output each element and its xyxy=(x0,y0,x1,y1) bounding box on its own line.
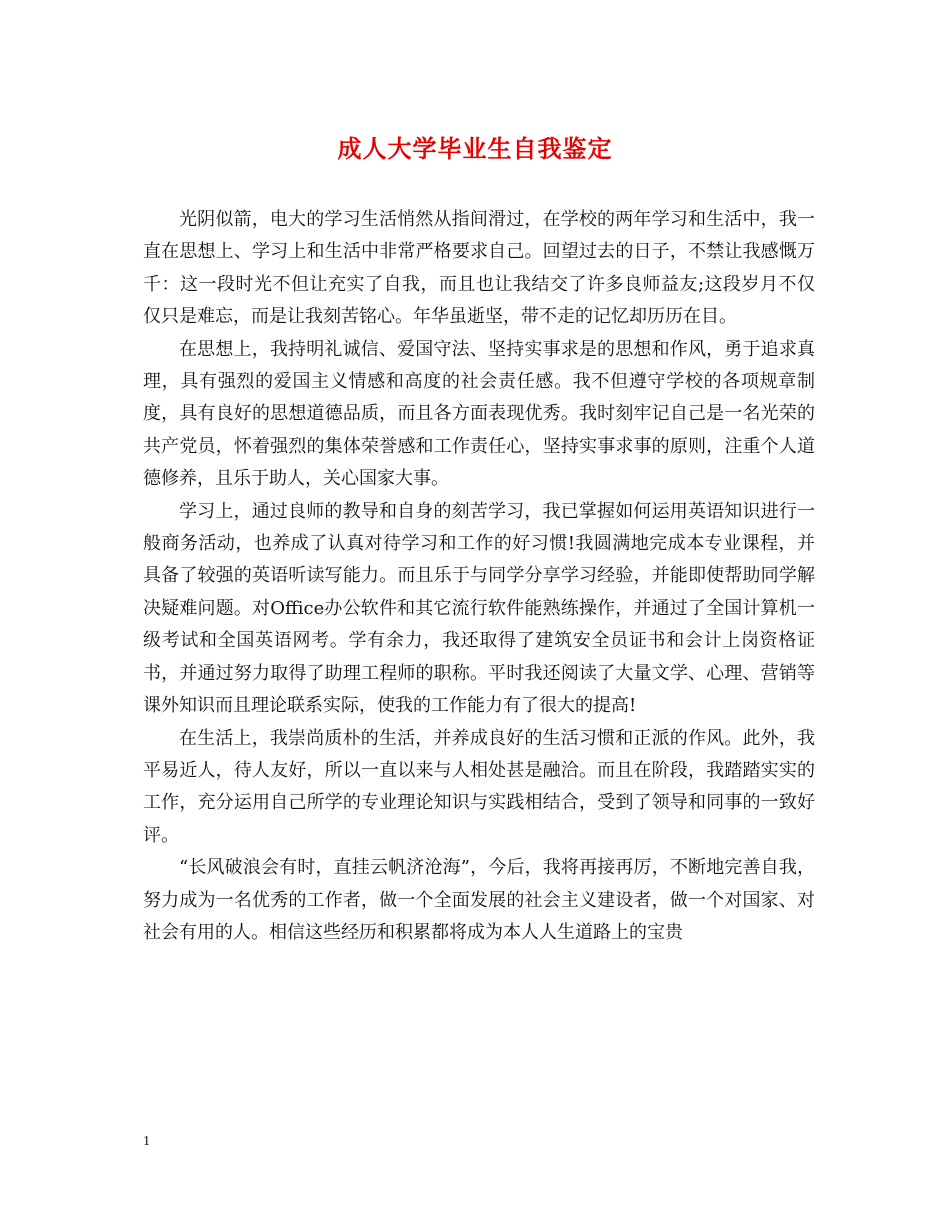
paragraph-study: 学习上，通过良师的教导和自身的刻苦学习，我已掌握如何运用英语知识进行一般商务活动，也养成了认真对待学习和工作的好习惯!我圆满地完成本专业课程，并具备了较强的英语听读写能力。而且乐于与同学分享学习经验，并能即使帮助同学解决疑难问题。对Office办公软件和其它流行软件能熟练操作，并通过了全国计算机一级考试和全国英语网考。学有余力，我还取得了建筑安全员证书和会计上岗资格证书，并通过努力取得了助理工程师的职称。平时我还阅读了大量文学、心理、营销等课外知识而且理论联系实际，使我的工作能力有了很大的提高! xyxy=(143,500,815,717)
paragraph-life: 在生活上，我崇尚质朴的生活，并养成良好的生活习惯和正派的作风。此外，我平易近人，待人友好，所以一直以来与人相处甚是融洽。而且在阶段，我踏踏实实的工作，充分运用自己所学的专业理论知识与实践相结合，受到了领导和同事的一致好评。 xyxy=(143,727,815,846)
paragraph-ideology: 在思想上，我持明礼诚信、爱国守法、坚持实事求是的思想和作风，勇于追求真理，具有强烈的爱国主义情感和高度的社会责任感。我不但遵守学校的各项规章制度，具有良好的思想道德品质，而且各方面表现优秀。我时刻牢记自己是一名光荣的共产党员，怀着强烈的集体荣誉感和工作责任心，坚持实事求事的原则，注重个人道德修养，且乐于助人，关心国家大事。 xyxy=(143,338,815,490)
page-number: 1 xyxy=(143,1134,150,1149)
paragraph-future: “长风破浪会有时，直挂云帆济沧海”，今后，我将再接再厉，不断地完善自我，努力成为一名优秀的工作者，做一个全面发展的社会主义建设者，做一个对国家、对社会有用的人。相信这些经历和积累都将成为本人人生道路上的宝贵 xyxy=(143,857,815,943)
document-body xyxy=(143,204,815,949)
document-title: 成人大学毕业生自我鉴定 xyxy=(337,134,613,163)
paragraph-intro: 光阴似箭，电大的学习生活悄然从指间滑过，在学校的两年学习和生活中，我一直在思想上、学习上和生活中非常严格要求自己。回望过去的日子，不禁让我感慨万千：这一段时光不但让充实了自我，而且也让我结交了许多良师益友;这段岁月不仅仅只是难忘，而是让我刻苦铭心。年华虽逝坚，带不走的记忆却历历在目。 xyxy=(143,209,815,328)
